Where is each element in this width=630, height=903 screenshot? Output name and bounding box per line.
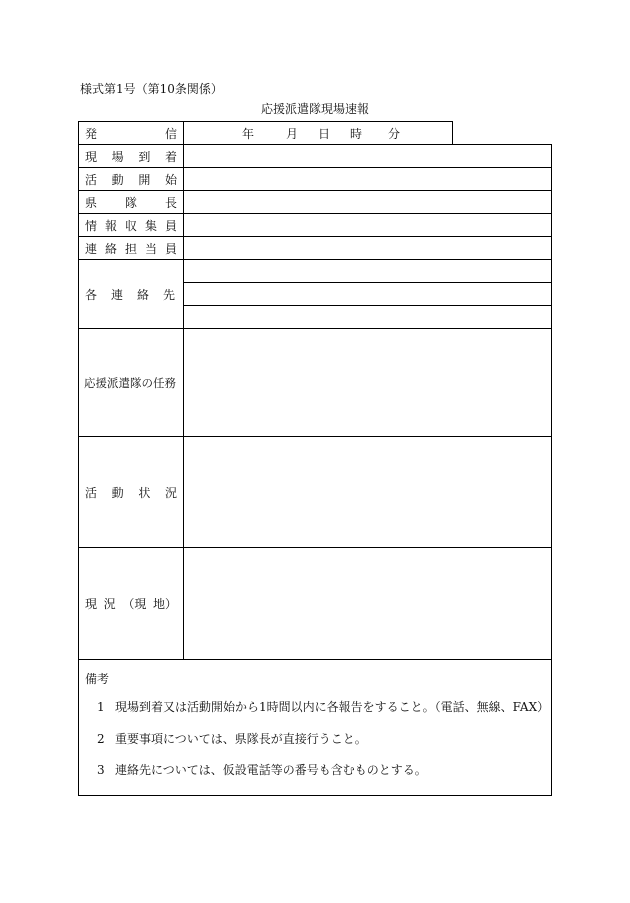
remark-note-1: 1 現場到着又は活動開始から1時間以内に各報告をすること。（電話、無線、FAX） xyxy=(97,700,550,714)
label-genkyou: 現 況 （現 地） xyxy=(79,548,184,659)
label-katsudou-kaishi: 活 動 開 始 xyxy=(79,168,184,190)
label-genba-touchaku: 現 場 到 着 xyxy=(79,145,184,167)
label-kaku-renrakusaki: 各 連 絡 先 xyxy=(79,260,184,328)
label-jouhou-shuushuuin: 情 報 収 集 員 xyxy=(79,214,184,236)
row-genkyou[interactable] xyxy=(79,548,551,660)
date-minute-label: 分 xyxy=(388,126,401,141)
contact-line-1 xyxy=(184,282,551,283)
remark-note-3: 3 連絡先については、仮設電話等の番号も含むものとする。 xyxy=(97,763,427,777)
label-kentaichou: 県 隊 長 xyxy=(79,191,184,213)
remarks-title: 備考 xyxy=(85,672,110,686)
row-katsudou-kaishi[interactable] xyxy=(79,168,551,191)
row-genba-touchaku[interactable] xyxy=(79,145,551,168)
hasshin-datetime-field[interactable] xyxy=(184,121,453,145)
row-kaku-renrakusaki[interactable] xyxy=(79,260,551,329)
date-year-label: 年 xyxy=(242,126,255,141)
row-ninmu[interactable] xyxy=(79,329,551,437)
row-renraku-tantouin[interactable] xyxy=(79,237,551,260)
remarks-section xyxy=(79,660,551,795)
date-hour-label: 時 xyxy=(350,126,363,141)
report-table xyxy=(78,144,552,796)
label-ninmu: 応援派遣隊の任務 xyxy=(79,329,184,436)
form-number: 様式第1号（第10条関係） xyxy=(80,82,223,96)
form-title: 応援派遣隊現場速報 xyxy=(260,102,369,116)
label-katsudou-joukyou: 活 動 状 況 xyxy=(79,437,184,547)
date-day-label: 日 xyxy=(318,126,331,141)
contact-line-2 xyxy=(184,305,551,306)
row-katsudou-joukyou[interactable] xyxy=(79,437,551,548)
row-kentaichou[interactable] xyxy=(79,191,551,214)
remark-note-2: 2 重要事項については、県隊長が直接行うこと。 xyxy=(97,732,367,746)
label-renraku-tantouin: 連 絡 担 当 員 xyxy=(79,237,184,259)
row-hasshin xyxy=(78,121,453,145)
row-jouhou-shuushuuin[interactable] xyxy=(79,214,551,237)
date-month-label: 月 xyxy=(286,126,299,141)
label-hasshin: 発 信 xyxy=(79,122,184,144)
